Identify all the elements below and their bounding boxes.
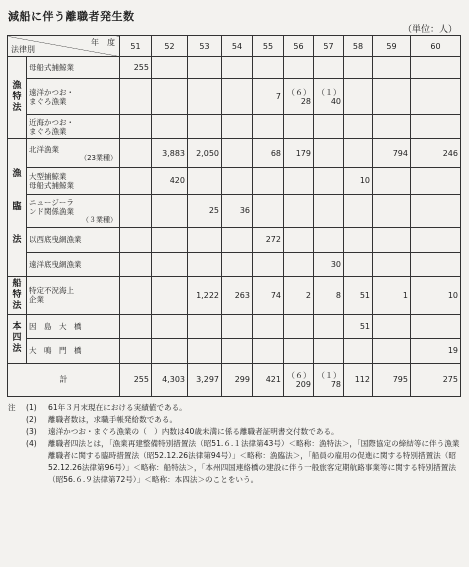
value-cell — [120, 114, 152, 138]
value-cell: 68 — [253, 139, 284, 168]
value-cell: 2,050 — [188, 139, 222, 168]
data-table — [7, 35, 461, 397]
row-label-cell — [27, 114, 120, 138]
value-cell — [284, 314, 314, 338]
value-cell — [284, 168, 314, 195]
year-header: 59 — [373, 36, 411, 57]
header-corner — [8, 36, 120, 57]
row-label: 遠洋底曳網漁業 — [29, 259, 82, 269]
note-mark: (2) — [26, 415, 37, 424]
value-cell: 51 — [344, 276, 373, 314]
law-group-label: 本 四 法 — [8, 314, 27, 363]
table-row — [8, 168, 461, 195]
value-cell: 30 — [314, 252, 344, 276]
value-cell — [411, 252, 461, 276]
value-cell — [152, 57, 188, 79]
value-cell — [120, 168, 152, 195]
row-label: 近海かつお・ まぐろ漁業 — [29, 117, 74, 136]
value-cell — [314, 228, 344, 252]
value-cell — [411, 114, 461, 138]
value-cell — [222, 139, 253, 168]
value-cell — [373, 168, 411, 195]
value-cell: 420 — [152, 168, 188, 195]
table-row — [8, 57, 461, 79]
row-label: 因 島 大 橋 — [29, 321, 82, 331]
value-cell — [120, 314, 152, 338]
value-cell: 10 — [344, 168, 373, 195]
row-label: 遠洋かつお・ まぐろ漁業 — [29, 87, 74, 106]
value-cell — [152, 79, 188, 115]
row-sublabel: （３業種） — [82, 215, 117, 224]
value-cell — [152, 314, 188, 338]
note-item — [8, 414, 463, 426]
value-cell — [373, 228, 411, 252]
note-mark: (1) — [26, 403, 37, 412]
value-cell — [314, 339, 344, 363]
note-mark: (3) — [26, 427, 37, 436]
value-cell — [222, 228, 253, 252]
value-cell: 8 — [314, 276, 344, 314]
note-text: 遠洋かつお・まぐろ漁業の（ ）内数は40歳未満に係る離職者証明書交付数である。 — [48, 427, 339, 436]
value-cell: 263 — [222, 276, 253, 314]
year-header: 51 — [120, 36, 152, 57]
row-label: 北洋漁業 — [29, 144, 59, 154]
row-label-cell — [27, 252, 120, 276]
value-cell: 1 — [373, 276, 411, 314]
law-group-label: 船 特 法 — [8, 276, 27, 314]
value-cell — [373, 314, 411, 338]
row-label-cell — [27, 228, 120, 252]
value-cell — [188, 314, 222, 338]
value-cell — [314, 139, 344, 168]
note-item — [8, 438, 463, 486]
note-text: 61年３月末現在における実績値である。 — [48, 403, 187, 412]
value-cell — [373, 339, 411, 363]
row-label: 大型捕鯨業 母船式捕鯨業 — [29, 171, 74, 190]
value-cell: 179 — [284, 139, 314, 168]
value-cell — [253, 252, 284, 276]
value-cell — [120, 194, 152, 227]
row-label: 特定不況海上 企業 — [29, 286, 74, 305]
value-cell — [411, 79, 461, 115]
row-label: 大 鳴 門 橋 — [29, 346, 82, 356]
value-cell: 272 — [253, 228, 284, 252]
value-cell — [373, 79, 411, 115]
value-cell — [284, 339, 314, 363]
value-cell — [314, 168, 344, 195]
total-label: 計 — [8, 363, 120, 396]
value-cell — [373, 57, 411, 79]
value-cell: （６） 28 — [284, 79, 314, 115]
total-value: 4,303 — [152, 363, 188, 396]
table-row — [8, 276, 461, 314]
notes-label: 注 — [8, 403, 16, 412]
row-label-cell — [27, 314, 120, 338]
value-cell — [152, 228, 188, 252]
table-row — [8, 79, 461, 115]
value-cell — [314, 194, 344, 227]
value-cell — [344, 139, 373, 168]
value-cell — [120, 139, 152, 168]
law-label: 法律別 — [11, 45, 35, 55]
value-cell — [222, 168, 253, 195]
value-cell — [253, 114, 284, 138]
value-cell — [222, 252, 253, 276]
law-group-label: 漁 特 法 — [8, 57, 27, 139]
year-header: 53 — [188, 36, 222, 57]
year-header: 58 — [344, 36, 373, 57]
value-cell: 794 — [373, 139, 411, 168]
total-value: 275 — [411, 363, 461, 396]
value-cell — [314, 114, 344, 138]
note-text: 離職者四法とは，「漁業再建整備特別措置法（昭51.６.１法律第43号）＜略称：漁特法＞，「国際協定の締結等に伴う漁業離職者に関する臨時措置法（昭52.12.26法律第94号）」＜略称：漁臨法＞，「船員の雇用の促進に関する特別措置法（昭52.12.26法律第96号）」＜略称：船特法＞，「本州四国連絡橋の建設に伴う一般旅客定期航路事業等に関する特別措置法（昭56.６.９法律第72号）」＜略称：本四法＞のことをいう。 — [48, 439, 460, 484]
table-row — [8, 194, 461, 227]
value-cell — [152, 276, 188, 314]
value-cell — [120, 228, 152, 252]
total-value: 421 — [253, 363, 284, 396]
year-label: 年 度 — [91, 38, 115, 47]
value-cell — [411, 194, 461, 227]
value-cell — [152, 339, 188, 363]
value-cell — [152, 252, 188, 276]
row-label: 以西底曳網漁業 — [29, 235, 82, 245]
value-cell — [344, 228, 373, 252]
value-cell — [253, 314, 284, 338]
value-cell: 25 — [188, 194, 222, 227]
value-cell — [188, 79, 222, 115]
table-row — [8, 339, 461, 363]
total-value: 255 — [120, 363, 152, 396]
value-cell: 3,883 — [152, 139, 188, 168]
value-cell — [344, 339, 373, 363]
unit-label: （単位：人） — [402, 25, 457, 35]
value-cell: 255 — [120, 57, 152, 79]
note-text: 離職者数は，求職手帳発給数である。 — [48, 415, 178, 424]
total-row — [8, 363, 461, 396]
value-cell — [222, 314, 253, 338]
table-row — [8, 114, 461, 138]
value-cell — [314, 57, 344, 79]
value-cell — [222, 339, 253, 363]
value-cell — [188, 228, 222, 252]
value-cell — [411, 57, 461, 79]
value-cell — [411, 168, 461, 195]
value-cell — [373, 252, 411, 276]
value-cell — [188, 339, 222, 363]
note-item — [8, 426, 463, 438]
value-cell: 74 — [253, 276, 284, 314]
year-header: 54 — [222, 36, 253, 57]
value-cell — [253, 194, 284, 227]
value-cell: 2 — [284, 276, 314, 314]
notes-block — [8, 402, 463, 486]
note-item — [8, 402, 463, 414]
value-cell — [344, 57, 373, 79]
header-row — [8, 36, 461, 57]
value-cell — [222, 114, 253, 138]
year-header: 57 — [314, 36, 344, 57]
value-cell: 19 — [411, 339, 461, 363]
value-cell — [253, 168, 284, 195]
value-cell — [284, 57, 314, 79]
value-cell: （１） 40 — [314, 79, 344, 115]
value-cell — [344, 252, 373, 276]
value-cell — [222, 79, 253, 115]
value-cell — [222, 57, 253, 79]
value-cell — [188, 252, 222, 276]
row-label-cell — [27, 168, 120, 195]
total-value: （１） 78 — [314, 363, 344, 396]
law-group-label: 漁 臨 法 — [8, 139, 27, 277]
value-cell — [344, 114, 373, 138]
value-cell — [253, 57, 284, 79]
total-value: 795 — [373, 363, 411, 396]
row-label-cell — [27, 194, 120, 227]
value-cell — [284, 194, 314, 227]
value-cell — [152, 194, 188, 227]
value-cell — [120, 276, 152, 314]
row-label: 母船式捕鯨業 — [29, 63, 74, 73]
value-cell — [120, 339, 152, 363]
value-cell — [314, 314, 344, 338]
table-row — [8, 228, 461, 252]
total-value: 299 — [222, 363, 253, 396]
row-label-cell — [27, 139, 120, 168]
value-cell — [120, 79, 152, 115]
value-cell: 36 — [222, 194, 253, 227]
value-cell — [284, 228, 314, 252]
row-label: ニュージーラ ンド関係漁業 — [29, 197, 74, 216]
page-title: 減船に伴う離職者発生数 — [8, 10, 135, 23]
total-value: 112 — [344, 363, 373, 396]
value-cell — [188, 168, 222, 195]
year-header: 60 — [411, 36, 461, 57]
value-cell — [344, 79, 373, 115]
value-cell — [411, 228, 461, 252]
row-sublabel: （23業種） — [80, 153, 117, 162]
year-header: 55 — [253, 36, 284, 57]
table-row — [8, 139, 461, 168]
value-cell: 7 — [253, 79, 284, 115]
value-cell — [284, 114, 314, 138]
total-value: 3,297 — [188, 363, 222, 396]
row-label-cell — [27, 339, 120, 363]
value-cell — [373, 194, 411, 227]
value-cell — [253, 339, 284, 363]
value-cell — [284, 252, 314, 276]
value-cell: 246 — [411, 139, 461, 168]
table-row — [8, 252, 461, 276]
table-row — [8, 314, 461, 338]
row-label-cell — [27, 276, 120, 314]
value-cell — [152, 114, 188, 138]
note-mark: (4) — [26, 439, 37, 448]
value-cell — [373, 114, 411, 138]
value-cell — [411, 314, 461, 338]
value-cell: 1,222 — [188, 276, 222, 314]
value-cell: 51 — [344, 314, 373, 338]
value-cell — [120, 252, 152, 276]
year-header: 52 — [152, 36, 188, 57]
value-cell — [344, 194, 373, 227]
row-label-cell — [27, 57, 120, 79]
total-value: （６） 209 — [284, 363, 314, 396]
row-label-cell — [27, 79, 120, 115]
year-header: 56 — [284, 36, 314, 57]
value-cell — [188, 57, 222, 79]
value-cell: 10 — [411, 276, 461, 314]
value-cell — [188, 114, 222, 138]
